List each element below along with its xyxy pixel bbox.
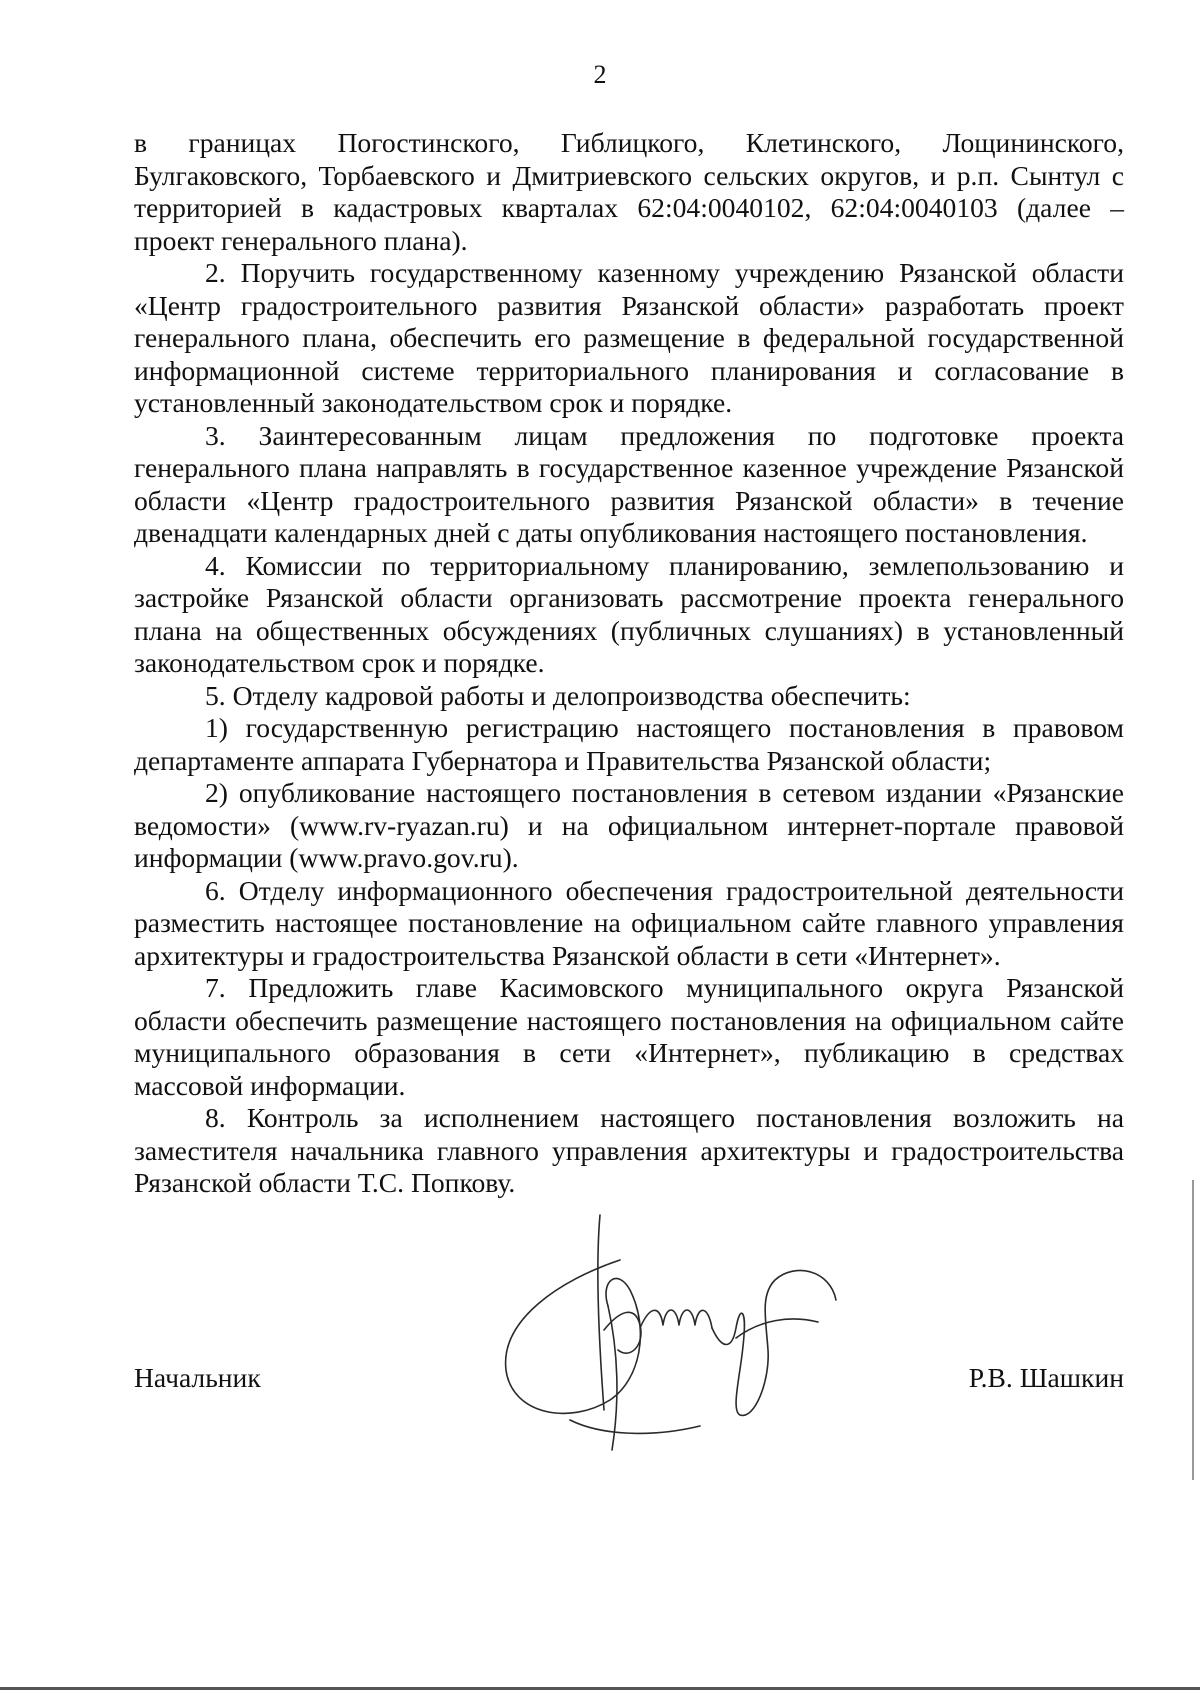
paragraph-subitem-5-2: 2) опубликование настоящего постановления в сетевом издании «Рязанские ведомости» (www.rv-ryazan.ru) и на официальном интернет-портале правовой информации (www.pravo.gov.ru).: [134, 777, 1124, 873]
signature-block: [134, 1362, 1124, 1402]
page-number: 2: [593, 60, 607, 89]
paragraph-item-5: 5. Отделу кадровой работы и делопроизводства обеспечить:: [205, 679, 911, 711]
paragraph-item-6: 6. Отделу информационного обеспечения градостроительной деятельности разместить настоящее постановление на официальном сайте главного управления архитектуры и градостроительства Рязанской области в сети «Интернет».: [134, 874, 1124, 971]
handwritten-signature: [500, 1210, 920, 1480]
paragraph-item-8: 8. Контроль за исполнением настоящего постановления возложить на заместителя начальника главного управления архитектуры и градостроительства Рязанской области Т.С. Попкову.: [134, 1102, 1124, 1198]
paragraph-item-4: 4. Комиссии по территориальному планированию, землепользованию и застройке Рязанской области организовать рассмотрение проекта генерального плана на общественных обсуждениях (публичных слушаниях) в установленный законодательством срок и порядке.: [134, 549, 1124, 678]
paragraph-continuation: в границах Погостинского, Гиблицкого, Клетинского, Лощининского, Булгаковского, Торбаевского и Дмитриевского сельских округов, и р.п. Сынтул с территорией в кадастровых кварталах 62:04:0040102, 62:04:0040103 (далее – проект генерального плана).: [134, 127, 1124, 256]
paragraph-item-2: 2. Поручить государственному казенному учреждению Рязанской области «Центр градостроительного развития Рязанской области» разработать проект генерального плана, обеспечить его размещение в федеральной государственной информационной системе территориального планирования и согласование в установленный законодательством срок и порядке.: [134, 257, 1124, 418]
signatory-name: Р.В. Шашкин: [968, 1362, 1124, 1393]
paragraph-item-7: 7. Предложить главе Касимовского муниципального округа Рязанской области обеспечить размещение настоящего постановления на официальном сайте муниципального образования в сети «Интернет», публикацию в средствах массовой информации.: [134, 972, 1124, 1101]
scan-edge-line: [1192, 1180, 1194, 1480]
paragraph-item-3: 3. Заинтересованным лицам предложения по подготовке проекта генерального плана направлять в государственное казенное учреждение Рязанской области «Центр градостроительного развития Рязанской области» в течение двенадцати календарных дней с даты опубликования настоящего постановления.: [134, 419, 1124, 548]
scan-bottom-edge: [0, 1687, 1200, 1690]
signatory-title: Начальник: [134, 1362, 261, 1393]
document-body: [134, 127, 1124, 1200]
paragraph-subitem-5-1: 1) государственную регистрацию настоящего постановления в правовом департаменте аппарата Губернатора и Правительства Рязанской области;: [134, 712, 1124, 776]
